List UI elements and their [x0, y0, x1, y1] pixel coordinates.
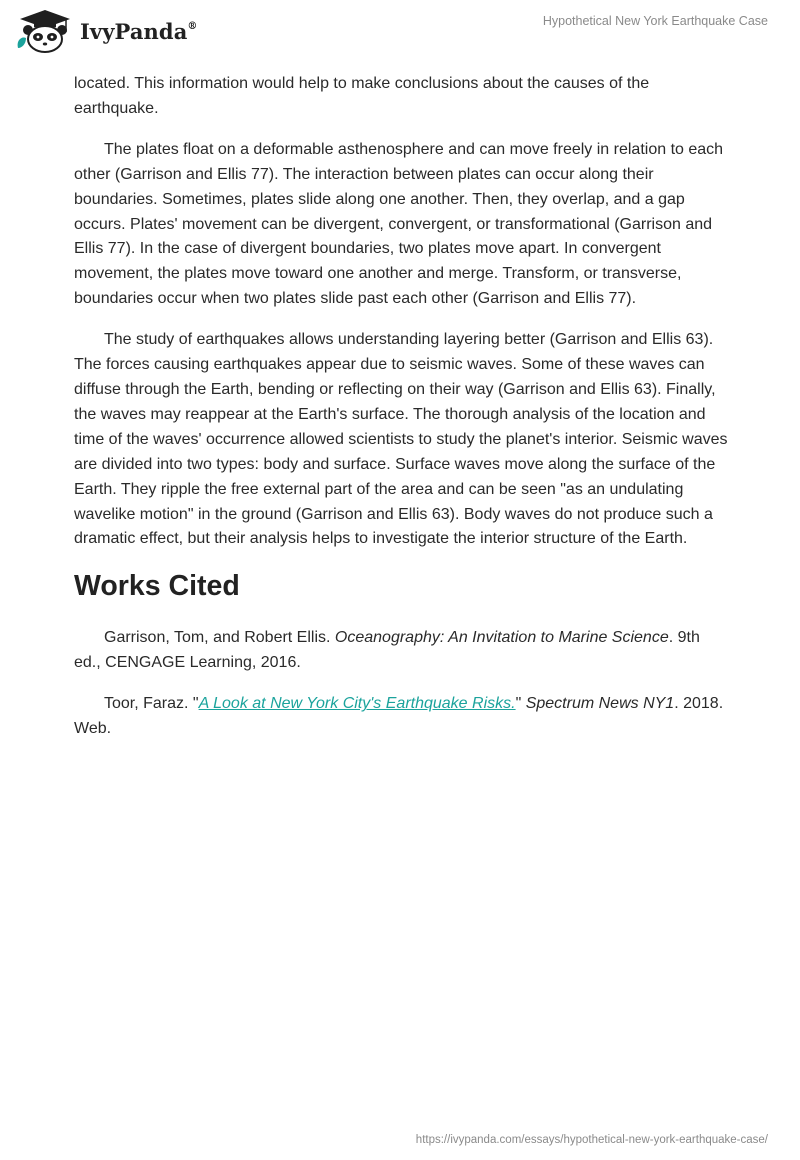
- body-paragraph: The study of earthquakes allows understanding layering better (Garrison and Ellis 63). The forces causing earthquakes appear due to seismic waves. Some of these waves can diffuse through the Earth, bending or reflecting on their way (Garrison and Ellis 63). Finally, the waves may reappear at the Earth's surface. The thorough analysis of the location and time of the waves' occurrence allowed scientists to study the planet's interior. Seismic waves are divided into two types: body and surface. Surface waves move along the surface of the Earth. They ripple the free external part of the area and can be seen "as an undulating wavelike motion" in the ground (Garrison and Ellis 63). Body waves do not produce such a dramatic effect, but their analysis helps to investigate the interior structure of the Earth.: [74, 331, 728, 548]
- citation-source: Spectrum News NY1: [525, 695, 675, 713]
- works-cited-heading: Works Cited: [74, 570, 240, 603]
- citation-entry: Toor, Faraz. "A Look at New York City's Earthquake Risks." Spectrum News NY1. 2018. Web.: [74, 695, 724, 738]
- page-header: [0, 0, 800, 62]
- panda-logo-icon: [14, 8, 76, 54]
- body-paragraph: located. This information would help to make conclusions about the causes of the earthquake.: [74, 75, 650, 117]
- essay-content: [74, 72, 728, 758]
- body-paragraph: The plates float on a deformable asthenosphere and can move freely in relation to each other (Garrison and Ellis 77). The interaction between plates can occur along their boundaries. Sometimes, plates slide along one another. Then, they overlap, and a gap occurs. Plates' movement can be divergent, convergent, or transformational (Garrison and Ellis 77). In the case of divergent boundaries, two plates move apart. In convergent movement, the plates move toward one another and merge. Transform, or transverse, boundaries occur when two plates slide past each other (Garrison and Ellis 77).: [74, 140, 724, 308]
- citation-entry: Garrison, Tom, and Robert Ellis. Oceanography: An Invitation to Marine Science. 9th ed., CENGAGE Learning, 2016.: [74, 629, 700, 672]
- brand-name: IvyPanda®: [80, 18, 198, 44]
- footer-url[interactable]: https://ivypanda.com/essays/hypothetical-new-york-earthquake-case/: [415, 1134, 768, 1146]
- brand-logo[interactable]: [14, 8, 198, 54]
- citation-link[interactable]: A Look at New York City's Earthquake Risks.: [198, 695, 516, 713]
- citation-title: Oceanography: An Invitation to Marine Science: [334, 629, 669, 647]
- document-title: Hypothetical New York Earthquake Case: [542, 14, 768, 28]
